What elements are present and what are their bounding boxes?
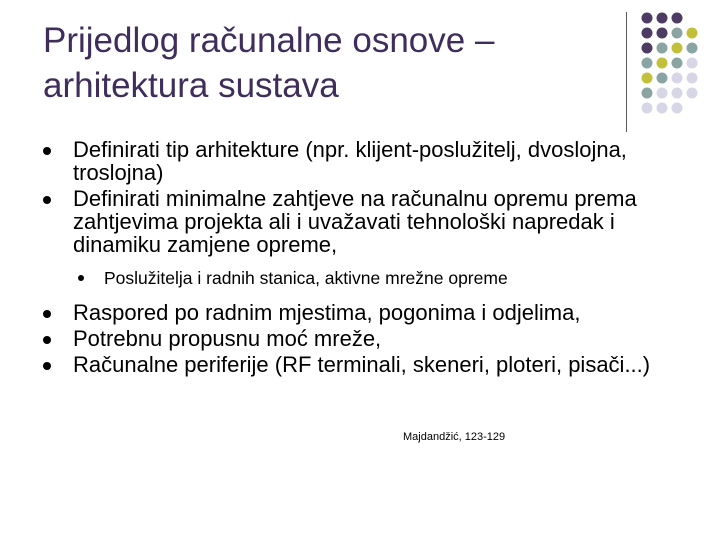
decorative-dot <box>657 43 668 54</box>
slide-title <box>43 18 613 108</box>
decorative-dot <box>672 88 683 99</box>
decorative-dot <box>672 103 683 114</box>
decorative-dot <box>642 58 653 69</box>
decorative-dot <box>672 13 683 24</box>
bullet-dot-icon <box>43 147 51 155</box>
decorative-dot <box>642 103 653 114</box>
citation: Majdandžić, 123-129 <box>403 431 506 443</box>
bullet-dot-icon <box>78 275 84 281</box>
decorative-dot <box>657 58 668 69</box>
bullet-dot-icon <box>43 362 51 370</box>
list-item <box>40 301 700 324</box>
decorative-dot <box>672 73 683 84</box>
decorative-dot <box>672 43 683 54</box>
sub-bullet-text: Poslužitelja i radnih stanica, aktivne mrežne opreme <box>104 268 508 288</box>
list-item <box>40 353 700 376</box>
bullet-text: Definirati tip arhitekture (npr. klijent-poslužitelj, dvoslojna, troslojna) <box>73 137 627 185</box>
decorative-dot <box>672 28 683 39</box>
header-divider <box>626 12 627 132</box>
bullet-text: Potrebnu propusnu moć mreže, <box>73 326 382 351</box>
decorative-dot <box>642 88 653 99</box>
dot-grid-decoration <box>640 12 720 122</box>
decorative-dot <box>642 13 653 24</box>
decorative-dot <box>672 58 683 69</box>
list-item <box>40 187 700 256</box>
bullet-dot-icon <box>43 310 51 318</box>
decorative-dot <box>687 73 698 84</box>
list-item <box>40 327 700 350</box>
decorative-dot <box>642 28 653 39</box>
bullet-dot-icon <box>43 336 51 344</box>
decorative-dot <box>657 13 668 24</box>
decorative-dot <box>657 73 668 84</box>
decorative-dot <box>687 43 698 54</box>
decorative-dot <box>687 88 698 99</box>
bullet-text: Definirati minimalne zahtjeve na računalnu opremu prema zahtjevima projekta ali i uvažavati tehnološki napredak i dinamiku zamjene opreme, <box>73 186 637 257</box>
decorative-dot <box>657 103 668 114</box>
bullet-list <box>40 138 700 376</box>
decorative-dot <box>657 28 668 39</box>
sub-list-item <box>40 267 700 289</box>
decorative-dot <box>687 58 698 69</box>
decorative-dot <box>657 88 668 99</box>
bullet-text: Računalne periferije (RF terminali, skeneri, ploteri, pisači...) <box>73 352 651 377</box>
bullet-text: Raspored po radnim mjestima, pogonima i odjelima, <box>73 300 581 325</box>
decorative-dot <box>642 43 653 54</box>
bullet-dot-icon <box>43 196 51 204</box>
slide-title-line: arhitektura sustava <box>43 66 339 105</box>
decorative-dot <box>687 28 698 39</box>
list-item <box>40 138 700 184</box>
decorative-dot <box>642 73 653 84</box>
slide-title-line: Prijedlog računalne osnove – <box>43 21 495 60</box>
